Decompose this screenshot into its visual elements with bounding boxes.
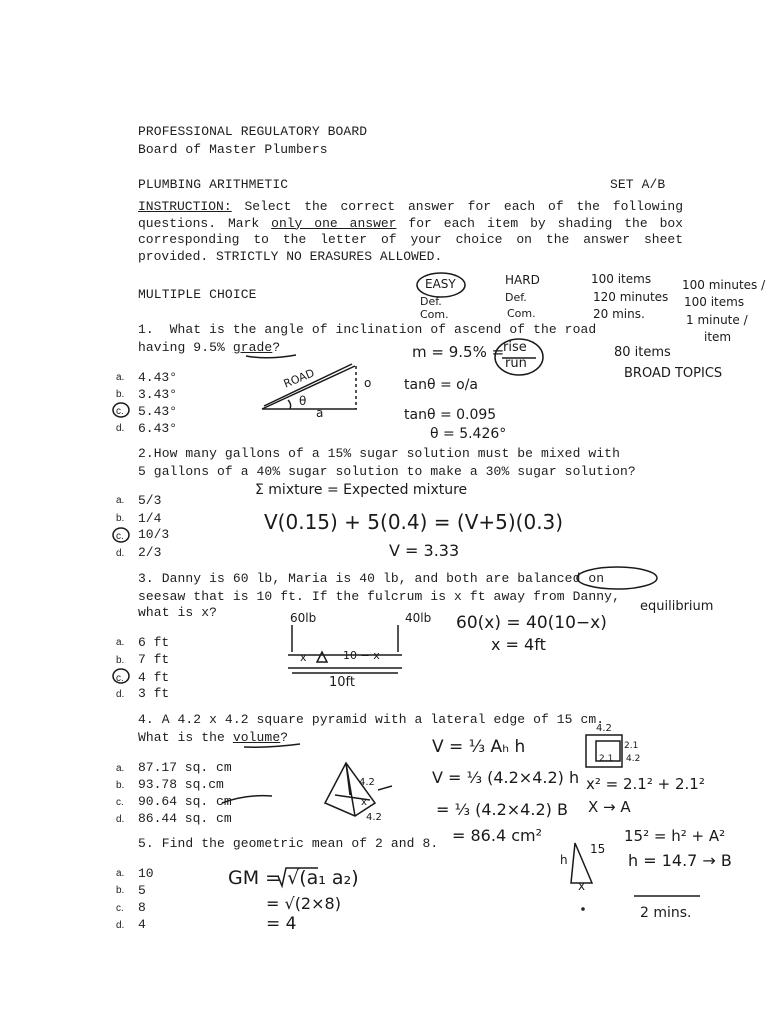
instruction-label: INSTRUCTION: <box>138 199 232 214</box>
q2-equation: V(0.15) + 5(0.4) = (V+5)(0.3) <box>264 510 564 534</box>
q5-letter-c: c. <box>116 903 124 914</box>
note-20-mins: 20 mins. <box>593 307 645 321</box>
board-title: PROFESSIONAL REGULATORY BOARD <box>138 124 368 139</box>
q3-option-c: 4 ft <box>138 670 170 685</box>
q3-option-b: 7 ft <box>138 652 170 667</box>
note-hard-com: Com. <box>507 307 536 320</box>
note-hard: HARD <box>505 273 540 287</box>
q3-option-d: 3 ft <box>138 686 170 701</box>
q5-letter-d: d. <box>116 920 125 931</box>
q4-letter-d: d. <box>116 814 125 825</box>
q3-text-3: what is x? <box>138 605 218 620</box>
q4-square-top: 4.2 <box>596 723 612 734</box>
q2-option-c: 10/3 <box>138 527 170 542</box>
q2-mixture-note: Σ mixture = Expected mixture <box>255 482 468 498</box>
q1-rise: rise <box>503 340 527 355</box>
q3-10ft: 10ft <box>329 675 355 690</box>
q5-option-c: 8 <box>138 900 146 915</box>
q5-option-b: 5 <box>138 883 146 898</box>
q5-option-d: 4 <box>138 917 146 932</box>
q4-square-21b: 2.1 <box>599 754 614 764</box>
triangle-sketch <box>571 843 592 883</box>
note-80-items: 80 items <box>614 345 671 360</box>
q4-pyramid-x: x <box>361 797 367 808</box>
q4-square-42: 4.2 <box>626 754 641 764</box>
pyramid-arrow <box>378 786 392 790</box>
q2-option-b: 1/4 <box>138 511 162 526</box>
note-100-items: 100 items <box>591 272 652 286</box>
q4-pythagoras: 15² = h² + A² <box>624 827 726 845</box>
q1-tan-2: tanθ = 0.095 <box>404 407 497 423</box>
q3-text-2: seesaw that is 10 ft. If the fulcrum is x ft away from Danny, <box>138 589 620 604</box>
q4-h-value: h = 14.7 → B <box>628 851 732 870</box>
note-120-min: 120 minutes <box>593 290 669 304</box>
q5-letter-a: a. <box>116 868 125 879</box>
q1-a: a <box>316 406 324 420</box>
q4-text-2: What is the volume? <box>138 730 289 745</box>
q5-gm-sub: = √(2×8) <box>266 894 341 913</box>
instruction-paragraph: INSTRUCTION: Select the correct answer for each of the following questions. Mark only one answer for each item by shading the box corresponding to the letter of your choice on the answer sheet provided. STRICTLY NO ERASURES ALLOWED. <box>138 199 683 264</box>
q1-text-1: 1. What is the angle of inclination of ascend of the road <box>138 322 597 337</box>
q1-tan-1: tanθ = o/a <box>404 377 478 393</box>
q4-square-21a: 2.1 <box>624 741 639 751</box>
q3-x: x <box>300 651 307 664</box>
note-hard-def: Def. <box>505 291 527 304</box>
subject-title: PLUMBING ARITHMETIC <box>138 177 289 192</box>
seesaw-fulcrum <box>317 652 327 662</box>
q5-gm-result: = 4 <box>266 914 297 934</box>
q1-theta-value: θ = 5.426° <box>430 426 507 442</box>
pyramid-edges <box>335 763 370 816</box>
q5-gm-formula: GM = √(a₁ a₂) <box>228 867 359 889</box>
q1-option-a: 4.43° <box>138 370 178 385</box>
q4-text-1: 4. A 4.2 x 4.2 square pyramid with a lateral edge of 15 cm. <box>138 712 605 727</box>
q3-letter-b: b. <box>116 655 125 666</box>
section-title: MULTIPLE CHOICE <box>138 287 257 302</box>
q5-text-1: 5. Find the geometric mean of 2 and 8. <box>138 836 439 851</box>
q1-letter-b: b. <box>116 389 125 400</box>
q2-text-1: 2.How many gallons of a 15% sugar solution must be mixed with <box>138 446 620 461</box>
note-item: item <box>704 330 732 344</box>
q3-letter-a: a. <box>116 637 125 648</box>
q4-letter-c: c. <box>116 797 124 808</box>
q2-option-a: 5/3 <box>138 493 162 508</box>
q1-option-d: 6.43° <box>138 421 178 436</box>
board-subtitle: Board of Master Plumbers <box>138 142 328 157</box>
time-note: 2 mins. <box>640 905 692 921</box>
q3-60lb: 60lb <box>290 611 317 625</box>
set-label: SET A/B <box>610 177 666 192</box>
q4-x-to-a: X → A <box>588 798 631 816</box>
q1-option-c: 5.43° <box>138 404 178 419</box>
q2-option-d: 2/3 <box>138 545 162 560</box>
q3-equation: 60(x) = 40(10−x) <box>456 613 607 633</box>
q3-letter-c: c. <box>116 673 124 684</box>
q1-road-label: ROAD <box>281 366 317 391</box>
q1-theta: θ <box>299 394 307 408</box>
q1-run: run <box>505 356 527 371</box>
q2-letter-a: a. <box>116 495 125 506</box>
q5-dot <box>582 908 584 910</box>
q4-tri-15: 15 <box>590 842 606 856</box>
q1-letter-c: c. <box>116 406 124 417</box>
note-1-minute: 1 minute / <box>686 313 748 327</box>
note-100-minutes: 100 minutes / <box>682 278 766 292</box>
q4-option-a: 87.17 sq. cm <box>138 760 232 775</box>
pyramid-outline <box>325 763 375 816</box>
q4-volume-sub: V = ⅓ (4.2×4.2) h <box>432 768 580 787</box>
q2-letter-b: b. <box>116 513 125 524</box>
q4-option-c: 90.64 sq. cm <box>138 794 232 809</box>
q3-text-1: 3. Danny is 60 lb, Maria is 40 lb, and both are balanced on <box>138 571 605 586</box>
q4-option-d: 86.44 sq. cm <box>138 811 232 826</box>
q4-volume-b: = ⅓ (4.2×4.2) B <box>436 800 568 819</box>
q3-letter-d: d. <box>116 689 125 700</box>
q2-answer: V = 3.33 <box>389 541 460 560</box>
q1-letter-d: d. <box>116 423 125 434</box>
q3-equilibrium: equilibrium <box>640 599 714 614</box>
q1-text-2: having 9.5% grade? <box>138 340 281 355</box>
q3-10-minus-x: 10 − x <box>343 649 380 662</box>
q3-40lb: 40lb <box>405 611 432 625</box>
q2-text-2: 5 gallons of a 40% sugar solution to make a 30% sugar solution? <box>138 464 636 479</box>
q4-letter-a: a. <box>116 763 125 774</box>
q4-option-b: 93.78 sq.cm <box>138 777 224 792</box>
q4-pyramid-42b: 4.2 <box>366 812 382 823</box>
q4-letter-b: b. <box>116 780 125 791</box>
q1-letter-a: a. <box>116 372 125 383</box>
q3-answer: x = 4ft <box>491 635 546 654</box>
q3-option-a: 6 ft <box>138 635 170 650</box>
road-angle-arc <box>288 400 291 409</box>
note-easy: EASY <box>425 277 456 291</box>
q4-volume-formula: V = ⅓ Aₕ h <box>432 737 526 757</box>
q1-o: o <box>364 376 372 390</box>
note-100-items-b: 100 items <box>684 295 745 309</box>
q1-option-b: 3.43° <box>138 387 178 402</box>
instruction-emphasis: only one answer <box>271 215 397 231</box>
q2-letter-d: d. <box>116 548 125 559</box>
q2-letter-c: c. <box>116 531 124 542</box>
q4-tri-h: h <box>560 853 568 867</box>
note-easy-def: Def. <box>420 295 442 308</box>
note-easy-com: Com. <box>420 308 449 321</box>
q1-slope-note: m = 9.5% = <box>412 343 505 361</box>
q4-pyramid-42a: 4.2 <box>359 777 375 788</box>
q5-letter-b: b. <box>116 885 125 896</box>
q4-x-squared: x² = 2.1² + 2.1² <box>586 775 705 793</box>
q4-volume-result: = 86.4 cm² <box>452 826 542 845</box>
q5-option-a: 10 <box>138 866 154 881</box>
note-broad-topics: BROAD TOPICS <box>624 366 723 381</box>
q4-tri-x: x <box>578 879 586 893</box>
